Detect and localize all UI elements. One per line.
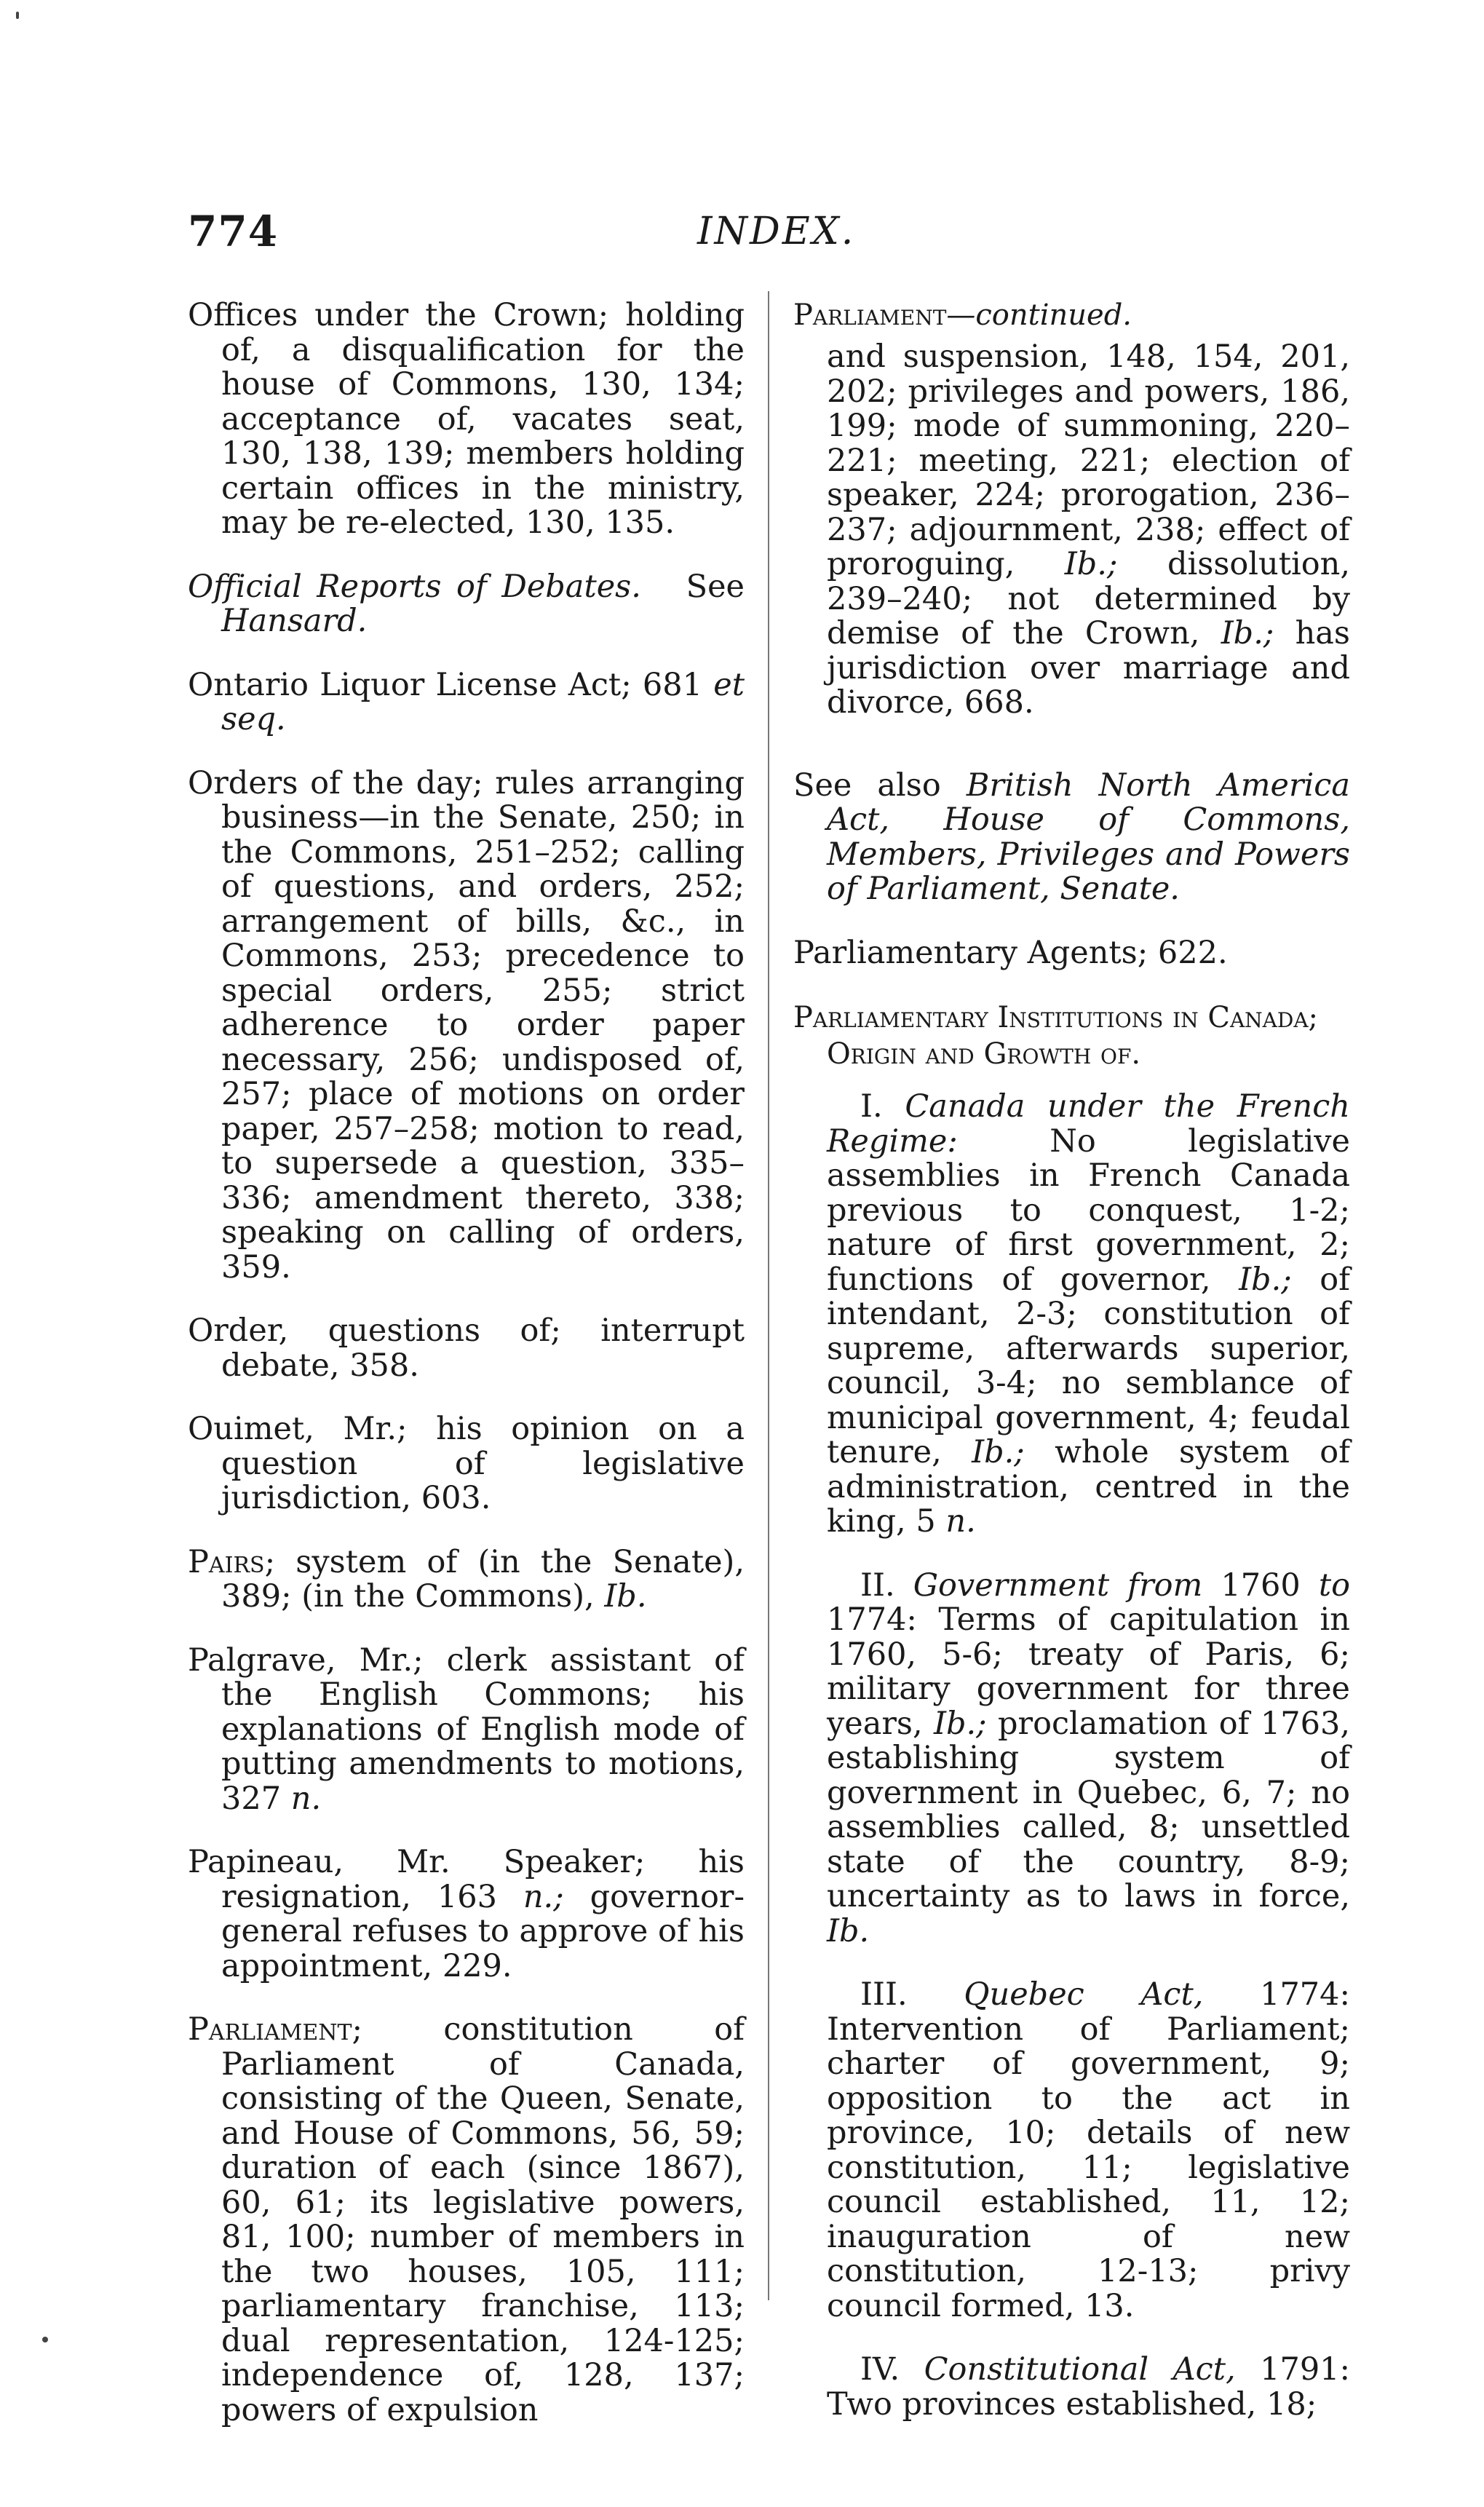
page-number: 774: [188, 207, 279, 256]
index-entry-official-reports: Official Reports of Debates. See Hansard.: [188, 568, 745, 639]
index-entry-orders-of-the-day: Orders of the day; rules arranging business—in the Senate, 250; in the Commons, 251–252; calling of questions, and orders, 252; arrangement of bills, &c., in Commons, 253; precedence to special orders, 255; strict adherence to order paper necessary, 256; undisposed of, 257; place of motions on order paper, 257–258; motion to read, to supersede a question, 335–336; amendment thereto, 338; speaking on calling of orders, 359.: [188, 764, 745, 1286]
index-entry-palgrave: Palgrave, Mr.; clerk assistant of the English Commons; his explanations of English mode of putting amendments to motions, 327 n.: [188, 1641, 745, 1817]
index-entry-papineau: Papineau, Mr. Speaker; his resignation, 163 n.; governor-general refuses to approve of his appointment, 229.: [188, 1844, 745, 1984]
index-entry-ontario-liquor: Ontario Liquor License Act; 681 et seq.: [188, 666, 745, 737]
index-entry-pairs: Pairs; system of (in the Senate), 389; (in the Commons), Ib.: [188, 1543, 745, 1615]
page-header: [188, 207, 1352, 265]
subsection-4: IV. Constitutional Act, 1791: Two provinces established, 18;: [827, 2351, 1351, 2423]
index-entry-see-also: See also British North America Act, House of Commons, Members, Privileges and Powers of Parliament, Senate.: [793, 767, 1350, 907]
subsection-3: III. Quebec Act, 1774: Intervention of Parliament; charter of government, 9; opposition to the act in province, 10; details of new constitution, 11; legislative council established, 11, 12; inauguration of new constitution, 12-13; privy council formed, 13.: [827, 1976, 1351, 2324]
index-entry-parliamentary-agents: Parliamentary Agents; 622.: [793, 934, 1228, 971]
index-entry-parliamentary-institutions: Parliamentary Institutions in Canada; Origin and Growth of.: [793, 1001, 1319, 1071]
index-entry-offices: Offices under the Crown; holding of, a disqualification for the house of Commons, 130, 134; acceptance of, vacates seat, 130, 138, 139; members holding certain offices in the ministry, may be re-elected, 130, 135.: [188, 297, 745, 541]
subsection-1: I. Canada under the French Regime: No legislative assemblies in French Canada previous to conquest, 1-2; nature of first government, 2; functions of governor, Ib.; of intendant, 2-3; constitution of supreme, afterwards superior, council, 3-4; no semblance of municipal government, 4; feudal tenure, Ib.; whole system of administration, centred in the king, 5 n.: [827, 1088, 1351, 1540]
index-entry-order-questions: Order, questions of; interrupt debate, 358.: [188, 1312, 745, 1384]
left-column: [188, 298, 745, 2428]
print-speck: [42, 2337, 48, 2342]
print-speck: [16, 12, 19, 19]
running-head: INDEX.: [697, 210, 856, 253]
index-entry-ouimet: Ouimet, Mr.; his opinion on a question of legislative jurisdiction, 603.: [188, 1411, 745, 1516]
right-column: [793, 298, 1350, 2422]
subsection-2: II. Government from 1760 to 1774: Terms of capitulation in 1760, 5-6; treaty of Paris, 6; military government for three years, Ib.; proclamation of 1763, establishing system of government in Quebec, 6, 7; no assemblies called, 8; unsettled state of the country, 8-9; uncertainty as to laws in force, Ib.: [827, 1567, 1351, 1949]
index-entry-parliament-continued: and suspension, 148, 154, 201, 202; privileges and powers, 186, 199; mode of summoning, 220–221; meeting, 221; election of speaker, 224; prorogation, 236–237; adjournment, 238; effect of proroguing, Ib.; dissolution, 239–240; not determined by demise of the Crown, Ib.; has jurisdiction over marriage and divorce, 668.: [827, 338, 1351, 721]
continuation-heading: Parliament—continued.: [793, 298, 1132, 332]
column-divider: [768, 291, 769, 2300]
index-entry-parliament: Parliament; constitution of Parliament of Canada, consisting of the Queen, Senate, and House of Commons, 56, 59; duration of each (since 1867), 60, 61; its legislative powers, 81, 100; number of members in the two houses, 105, 111; parliamentary franchise, 113; dual representation, 124-125; independence of, 128, 137; powers of expulsion: [188, 2011, 745, 2428]
